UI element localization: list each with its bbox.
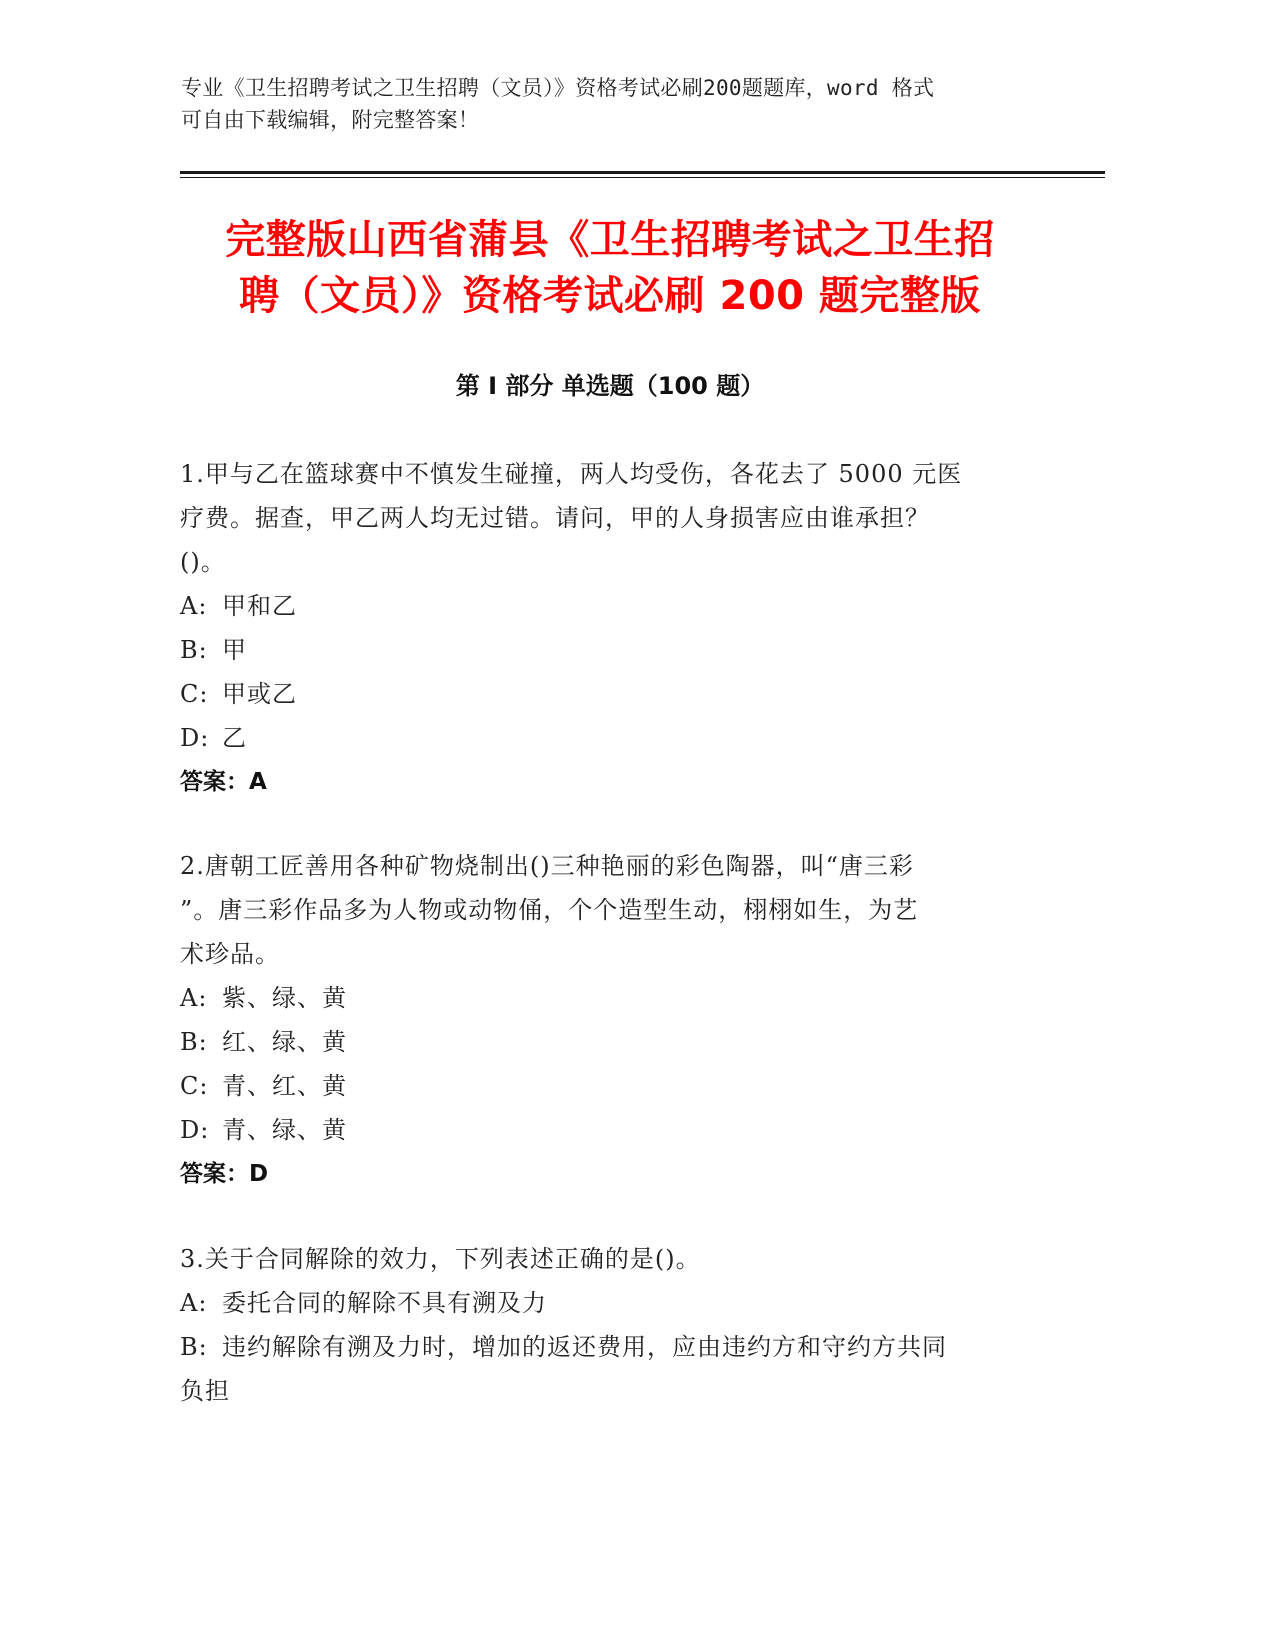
question-stem-line: 1.甲与乙在篮球赛中不慎发生碰撞，两人均受伤，各花去了 5000 元医 bbox=[180, 460, 963, 488]
header-note bbox=[181, 72, 1061, 136]
option-text: 甲 bbox=[222, 636, 247, 664]
document-title-line-2: 聘（文员）》资格考试必刷 200 题完整版 bbox=[239, 273, 981, 319]
document-title bbox=[170, 212, 1050, 324]
option-a bbox=[180, 976, 1030, 1020]
option-b bbox=[180, 1020, 1030, 1064]
document-title-line-1: 完整版山西省蒲县《卫生招聘考试之卫生招 bbox=[225, 217, 995, 263]
option-text: 青、红、黄 bbox=[222, 1072, 347, 1100]
option-text: 青、绿、黄 bbox=[222, 1116, 347, 1144]
option-letter: B: bbox=[180, 636, 208, 664]
option-text: 红、绿、黄 bbox=[222, 1028, 347, 1056]
answer-line: 答案：A bbox=[180, 769, 267, 795]
option-b bbox=[180, 628, 1030, 672]
answer-line: 答案：D bbox=[180, 1161, 269, 1187]
question-2 bbox=[180, 844, 1030, 1196]
question-stem-line: 2.唐朝工匠善用各种矿物烧制出()三种艳丽的彩色陶器，叫“唐三彩 bbox=[180, 852, 914, 880]
option-letter: B: bbox=[180, 1333, 208, 1361]
option-text: 乙 bbox=[222, 724, 247, 752]
option-b bbox=[180, 1325, 1030, 1369]
question-stem-line: 疗费。据查，甲乙两人均无过错。请问，甲的人身损害应由谁承担？ bbox=[180, 504, 930, 532]
question-stem-line: 术珍品。 bbox=[180, 940, 280, 968]
option-text: 甲和乙 bbox=[222, 592, 297, 620]
option-letter: A: bbox=[180, 984, 208, 1012]
header-divider-thin bbox=[180, 177, 1105, 178]
option-text: 委托合同的解除不具有溯及力 bbox=[222, 1289, 547, 1317]
question-3 bbox=[180, 1237, 1030, 1413]
option-letter: C: bbox=[180, 1072, 209, 1100]
option-letter: C: bbox=[180, 680, 209, 708]
option-b-continuation: 负担 bbox=[180, 1377, 230, 1405]
section-heading: 第 I 部分 单选题（100 题） bbox=[455, 372, 765, 400]
option-d bbox=[180, 1108, 1030, 1152]
question-stem-line: ”。唐三彩作品多为人物或动物俑，个个造型生动，栩栩如生，为艺 bbox=[180, 896, 919, 924]
option-d bbox=[180, 716, 1030, 760]
option-letter: A: bbox=[180, 592, 208, 620]
question-stem-line: ()。 bbox=[180, 548, 226, 576]
option-letter: A: bbox=[180, 1289, 208, 1317]
option-text: 违约解除有溯及力时，增加的返还费用，应由违约方和守约方共同 bbox=[222, 1333, 947, 1361]
option-text: 紫、绿、黄 bbox=[222, 984, 347, 1012]
option-letter: D: bbox=[180, 724, 210, 752]
option-letter: D: bbox=[180, 1116, 210, 1144]
question-stem-line: 3.关于合同解除的效力，下列表述正确的是()。 bbox=[180, 1245, 701, 1273]
header-divider-thick bbox=[180, 171, 1105, 174]
option-letter: B: bbox=[180, 1028, 208, 1056]
option-c bbox=[180, 1064, 1030, 1108]
option-text: 甲或乙 bbox=[222, 680, 297, 708]
question-1 bbox=[180, 452, 1030, 804]
option-c bbox=[180, 672, 1030, 716]
header-note-line-2: 可自由下载编辑，附完整答案！ bbox=[181, 108, 480, 132]
option-a bbox=[180, 1281, 1030, 1325]
header-note-line-1: 专业《卫生招聘考试之卫生招聘（文员）》资格考试必刷200题题库，word 格式 bbox=[181, 76, 935, 100]
option-a bbox=[180, 584, 1030, 628]
